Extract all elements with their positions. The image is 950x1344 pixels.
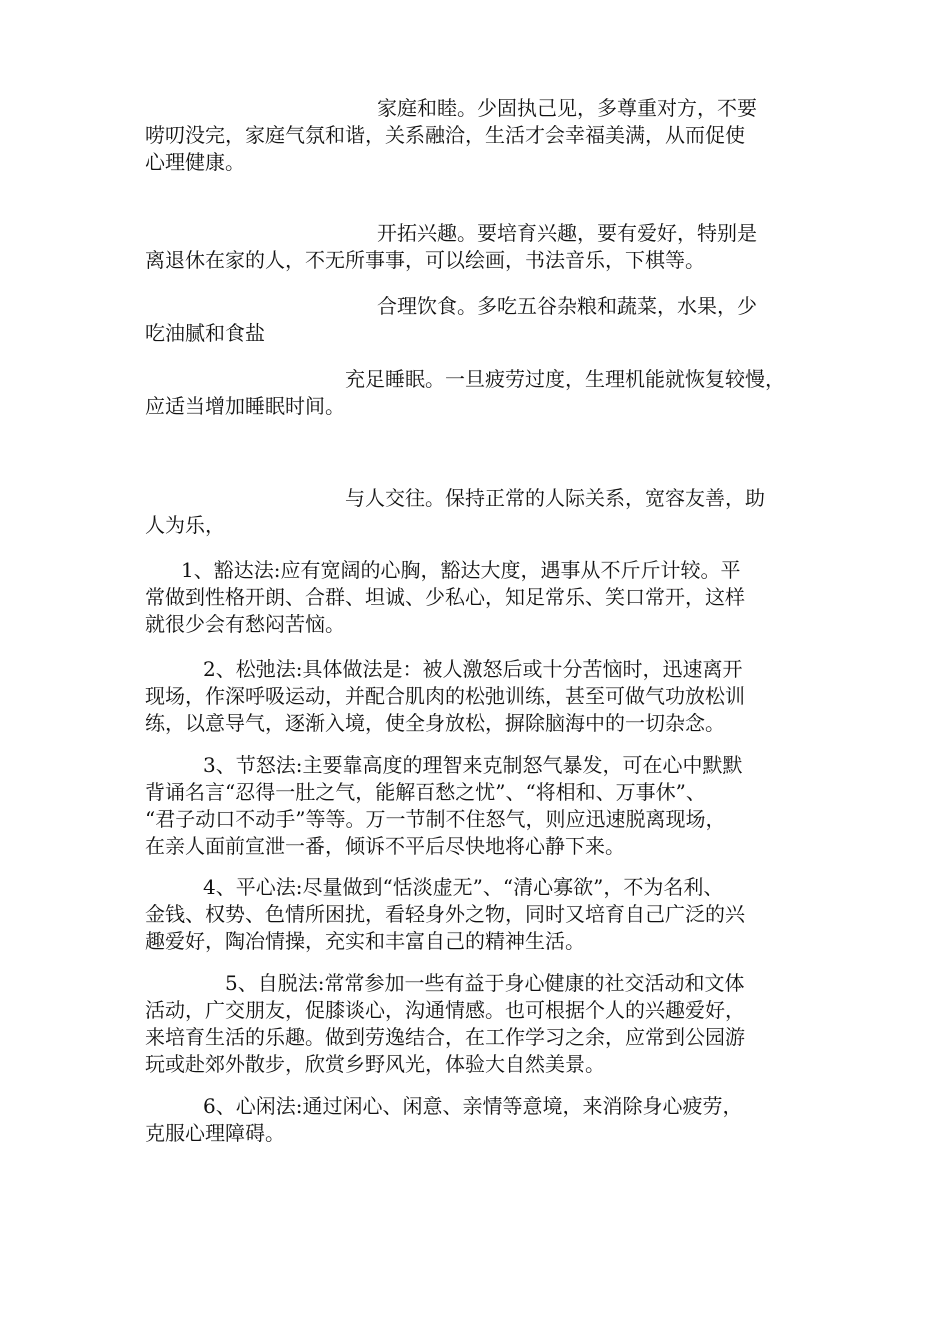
paragraph-social-contact bbox=[145, 485, 805, 539]
text-line: 3、节怒法:主要靠高度的理智来克制怒气暴发，可在心中默默 bbox=[203, 753, 743, 777]
text-line: 离退休在家的人，不无所事事，可以绘画，书法音乐，下棋等。 bbox=[145, 248, 705, 272]
text-line: 合理饮食。多吃五谷杂粮和蔬菜，水果，少 bbox=[377, 294, 757, 318]
text-line: 6、心闲法:通过闲心、闲意、亲情等意境，来消除身心疲劳， bbox=[203, 1094, 743, 1118]
text-line: 常做到性格开朗、合群、坦诚、少私心，知足常乐、笑口常开，这样 bbox=[145, 585, 745, 609]
text-line: 来培育生活的乐趣。做到劳逸结合，在工作学习之余，应常到公园游 bbox=[145, 1025, 745, 1049]
text-line: 心理健康。 bbox=[145, 150, 245, 174]
paragraph-enough-sleep bbox=[145, 366, 805, 420]
paragraph-develop-interests bbox=[145, 220, 805, 274]
text-line: 克服心理障碍。 bbox=[145, 1121, 285, 1145]
text-line: 在亲人面前宣泄一番，倾诉不平后尽快地将心静下来。 bbox=[145, 834, 625, 858]
text-line: 5、自脱法:常常参加一些有益于身心健康的社交活动和文体 bbox=[225, 971, 745, 995]
paragraph-method-6 bbox=[145, 1093, 805, 1147]
text-line: 练，以意导气，逐渐入境，使全身放松，摒除脑海中的一切杂念。 bbox=[145, 711, 725, 735]
text-line: 唠叨没完，家庭气氛和谐，关系融洽，生活才会幸福美满，从而促使 bbox=[145, 123, 745, 147]
text-line: 4、平心法:尽量做到“恬淡虚无”、“清心寡欲”，不为名利、 bbox=[203, 875, 724, 899]
text-line: 人为乐， bbox=[145, 513, 225, 537]
paragraph-method-5 bbox=[145, 970, 805, 1078]
text-line: 2、松弛法:具体做法是：被人激怒后或十分苦恼时，迅速离开 bbox=[203, 657, 743, 681]
text-line: 金钱、权势、色情所困扰，看轻身外之物，同时又培育自己广泛的兴 bbox=[145, 902, 745, 926]
paragraph-method-1 bbox=[145, 557, 805, 638]
text-line: 活动，广交朋友，促膝谈心，沟通情感。也可根据个人的兴趣爱好， bbox=[145, 998, 745, 1022]
paragraph-family-harmony bbox=[145, 95, 805, 176]
text-line: “君子动口不动手”等等。万一节制不住怒气，则应迅速脱离现场， bbox=[145, 807, 726, 831]
paragraph-method-2 bbox=[145, 656, 805, 737]
text-line: 玩或赴郊外散步，欣赏乡野风光，体验大自然美景。 bbox=[145, 1052, 605, 1076]
text-line: 家庭和睦。少固执己见，多尊重对方，不要 bbox=[377, 96, 757, 120]
text-line: 充足睡眠。一旦疲劳过度，生理机能就恢复较慢， bbox=[345, 367, 785, 391]
text-line: 1、豁达法:应有宽阔的心胸，豁达大度，遇事从不斤斤计较。平 bbox=[181, 558, 741, 582]
text-line: 就很少会有愁闷苦恼。 bbox=[145, 612, 345, 636]
text-line: 现场，作深呼吸运动，并配合肌肉的松弛训练，甚至可做气功放松训 bbox=[145, 684, 745, 708]
paragraph-reasonable-diet bbox=[145, 293, 805, 347]
text-line: 与人交往。保持正常的人际关系，宽容友善，助 bbox=[345, 486, 765, 510]
text-line: 吃油腻和食盐 bbox=[145, 321, 265, 345]
text-line: 应适当增加睡眠时间。 bbox=[145, 394, 345, 418]
text-line: 趣爱好，陶冶情操，充实和丰富自己的精神生活。 bbox=[145, 929, 585, 953]
text-line: 背诵名言“忍得一肚之气，能解百愁之忧”、“将相和、万事休”、 bbox=[145, 780, 706, 804]
paragraph-method-3 bbox=[145, 752, 805, 860]
paragraph-method-4 bbox=[145, 874, 805, 955]
text-line: 开拓兴趣。要培育兴趣，要有爱好，特别是 bbox=[377, 221, 757, 245]
